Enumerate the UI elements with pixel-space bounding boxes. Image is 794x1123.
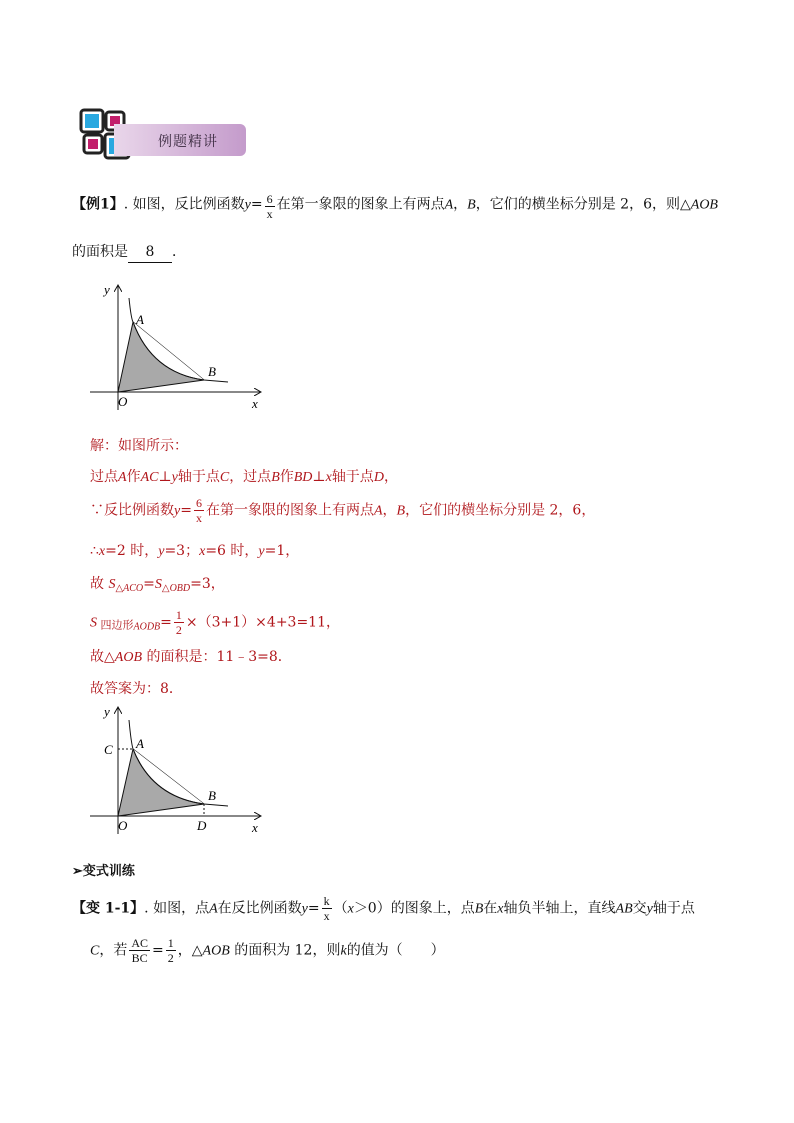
text: = xyxy=(152,942,164,959)
fraction-den: 2 xyxy=(175,623,182,637)
var: S xyxy=(90,615,97,631)
text: =1， xyxy=(264,543,300,559)
var: y xyxy=(301,901,308,917)
var: y xyxy=(646,901,653,917)
text: ∵反比例函数 xyxy=(90,502,174,519)
fraction xyxy=(265,192,275,221)
var: C xyxy=(90,943,100,959)
example1-tag: 【例1】 xyxy=(72,196,124,213)
label-c: C xyxy=(104,742,113,757)
text: 在 xyxy=(483,900,498,917)
var: A xyxy=(373,503,383,519)
var: AOB xyxy=(202,943,230,959)
section-title: 例题精讲 xyxy=(158,134,218,150)
variant-tag: 【变 1-1】 xyxy=(72,900,145,917)
text: 作 xyxy=(279,469,294,485)
fraction-den: 2 xyxy=(167,951,174,965)
solution-line3 xyxy=(90,496,595,525)
fraction xyxy=(166,936,176,965)
var: B xyxy=(396,503,406,519)
var: A xyxy=(444,197,454,213)
text: 故 xyxy=(90,576,109,592)
variant-heading: ➢变式训练 xyxy=(72,864,135,879)
solution-line5 xyxy=(90,574,225,599)
solution-line6 xyxy=(90,608,340,638)
var: x xyxy=(199,544,206,559)
text: （ xyxy=(333,900,348,917)
text: ⊥ xyxy=(158,469,172,485)
figure1 xyxy=(82,278,272,418)
text: =6 时， xyxy=(205,543,259,559)
solution-line2 xyxy=(90,467,398,488)
figure2 xyxy=(82,702,272,842)
text: ∴ xyxy=(90,543,99,559)
subscript: △OBD xyxy=(161,583,191,594)
text: . 如图，反比例函数 xyxy=(123,196,245,213)
text: = xyxy=(160,614,172,631)
text: 轴负半轴上，直线 xyxy=(503,900,616,917)
subscript: AODB xyxy=(133,621,161,633)
text: = xyxy=(307,900,320,917)
label-o: O xyxy=(118,394,128,409)
label-o: O xyxy=(118,818,128,833)
text: = xyxy=(143,576,155,592)
var: AC xyxy=(140,470,159,485)
var: S xyxy=(154,577,162,592)
var: C xyxy=(219,470,230,485)
text: ， xyxy=(382,502,397,519)
example1-question-line1 xyxy=(72,188,718,221)
var: y xyxy=(244,197,251,213)
text: =3， xyxy=(190,576,225,592)
var: D xyxy=(373,470,384,485)
fraction-num: 6 xyxy=(195,496,202,510)
fraction-num: 1 xyxy=(167,936,174,950)
text: 的面积是 xyxy=(72,244,128,260)
solution-line1: 解：如图所示： xyxy=(90,438,188,454)
var: y xyxy=(258,544,265,559)
text: ，它们的横坐标分别是 2，6， xyxy=(405,502,596,519)
var: x xyxy=(347,901,354,917)
text: 的面积是：11﹣3=8． xyxy=(142,649,292,665)
label-x: x xyxy=(252,396,258,411)
text: . 如图，点 xyxy=(144,900,210,917)
var: AB xyxy=(615,901,633,917)
var: x xyxy=(325,470,332,485)
text: 在第一象限的图象上有两点 xyxy=(205,502,374,519)
text: =3； xyxy=(164,543,200,559)
fraction-den: x xyxy=(195,511,202,525)
fraction-num: 6 xyxy=(266,192,273,206)
text: ，△ xyxy=(177,942,203,959)
text: ×（3+1）×4+3=11， xyxy=(185,614,341,631)
var: x xyxy=(497,901,504,917)
label-d: D xyxy=(197,818,207,833)
text: 过点 xyxy=(90,469,118,485)
var: AOB xyxy=(690,197,718,213)
text: 交 xyxy=(632,900,647,917)
text: 轴于点 xyxy=(177,469,220,485)
text: = xyxy=(250,196,263,213)
var: B xyxy=(474,901,484,917)
var: y xyxy=(171,470,178,485)
var: AOB xyxy=(114,650,142,665)
fraction xyxy=(322,894,332,923)
fraction-num: 1 xyxy=(175,608,182,622)
subscript: 四边形 xyxy=(97,618,134,632)
var: A xyxy=(209,901,218,917)
solution-line7 xyxy=(90,647,292,668)
label-y: y xyxy=(104,282,110,297)
text: ，若 xyxy=(99,942,128,959)
var: x xyxy=(98,544,106,559)
fraction-den: BC xyxy=(131,951,148,965)
example1-question-line2 xyxy=(72,242,186,263)
text: 作 xyxy=(126,469,141,485)
fraction xyxy=(129,936,150,965)
var: A xyxy=(118,470,127,485)
text: ，过点 xyxy=(229,469,272,485)
text: 轴于点 xyxy=(331,469,374,485)
text: ＞0）的图象上，点 xyxy=(353,900,475,917)
label-b: B xyxy=(208,364,216,379)
fraction xyxy=(194,496,204,525)
text: = xyxy=(180,502,192,519)
var: y xyxy=(174,503,181,519)
fraction-den: x xyxy=(323,909,330,923)
answer-blank: 8 xyxy=(128,242,172,263)
fraction-den: x xyxy=(266,207,273,221)
variant-question-line1 xyxy=(72,894,695,923)
label-a: A xyxy=(136,312,144,327)
text: ⊥ xyxy=(312,469,326,485)
fraction xyxy=(174,608,184,637)
text: ． xyxy=(172,244,186,260)
text: ， xyxy=(383,469,398,485)
text: ，它们的横坐标分别是 2，6，则△ xyxy=(475,196,691,213)
solution-line8: 故答案为：8． xyxy=(90,681,183,697)
var: BD xyxy=(293,470,313,485)
var: B xyxy=(271,470,280,485)
text: ， xyxy=(453,196,468,213)
text: 故△ xyxy=(90,649,115,665)
text: 的值为（ ） xyxy=(346,942,445,959)
subscript: △ACO xyxy=(115,583,144,594)
section-banner xyxy=(78,107,246,161)
text: 在第一象限的图象上有两点 xyxy=(276,196,445,213)
label-y: y xyxy=(104,704,110,719)
var: k xyxy=(340,943,347,959)
label-x: x xyxy=(252,820,258,835)
text: 在反比例函数 xyxy=(217,900,302,917)
fraction-num: k xyxy=(323,894,330,908)
label-b: B xyxy=(208,788,216,803)
fraction-num: AC xyxy=(131,936,149,950)
text: 轴于点 xyxy=(652,900,695,917)
var: y xyxy=(158,544,165,559)
var: S xyxy=(108,577,116,592)
variant-question-line2 xyxy=(90,936,445,965)
solution-line4 xyxy=(90,541,299,562)
text: 的面积为 12，则 xyxy=(229,942,341,959)
text: =2 时， xyxy=(105,543,159,559)
var: B xyxy=(467,197,476,213)
label-a: A xyxy=(136,736,144,751)
